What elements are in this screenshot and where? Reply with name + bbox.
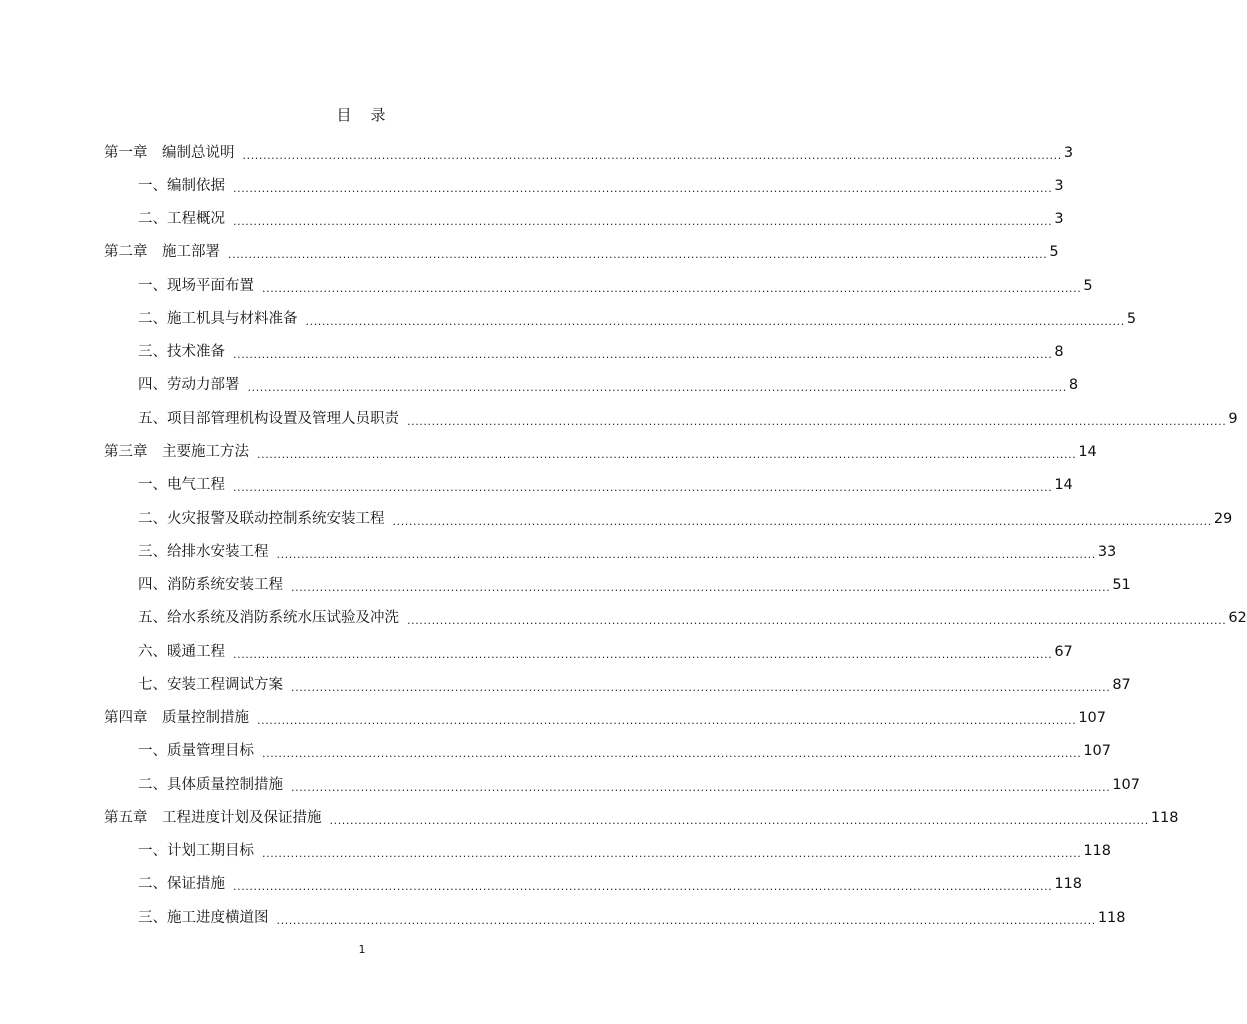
toc-dot-leader: ........................................................................................................................................................................................................	[276, 547, 1096, 561]
toc-entry-page-number: 3	[1054, 177, 1064, 194]
toc-entry-page-number: 3	[1063, 144, 1074, 161]
toc-chapter-entry[interactable]	[0, 801, 1179, 834]
toc-dot-leader: ........................................................................................................................................................................................................	[262, 281, 1082, 295]
toc-dot-leader: ........................................................................................................................................................................................................	[329, 813, 1149, 827]
toc-dot-leader: ........................................................................................................................................................................................................	[262, 747, 1082, 761]
toc-dot-leader: ........................................................................................................................................................................................................	[276, 913, 1096, 927]
toc-chapter-entry[interactable]	[0, 136, 1074, 169]
toc-section-entry[interactable]	[0, 502, 1233, 535]
toc-section-entry[interactable]	[0, 735, 1112, 768]
toc-section-entry[interactable]	[0, 835, 1112, 868]
toc-section-entry[interactable]	[0, 535, 1117, 568]
toc-dot-leader: ........................................................................................................................................................................................................	[291, 780, 1111, 794]
toc-entry-page-number: 9	[1228, 410, 1238, 427]
toc-section-entry[interactable]	[0, 901, 1126, 934]
toc-dot-leader: ........................................................................................................................................................................................................	[233, 481, 1053, 495]
toc-entry-page-number: 51	[1112, 577, 1131, 594]
toc-section-entry[interactable]	[0, 269, 1093, 302]
toc-entry-label: 一、编制依据	[138, 177, 225, 194]
toc-entry-label: 第一章 编制总说明	[104, 144, 235, 161]
toc-section-entry[interactable]	[0, 203, 1064, 236]
toc-entry-page-number: 107	[1078, 710, 1107, 727]
toc-entry-page-number: 8	[1054, 344, 1064, 361]
toc-dot-leader: ........................................................................................................................................................................................................	[233, 215, 1053, 229]
toc-entry-label: 二、火灾报警及联动控制系统安装工程	[138, 510, 385, 527]
toc-dot-leader: ........................................................................................................................................................................................................	[407, 614, 1227, 628]
toc-entry-page-number: 107	[1083, 743, 1112, 760]
toc-entry-page-number: 14	[1078, 444, 1097, 461]
toc-entry-page-number: 14	[1054, 477, 1073, 494]
toc-entry-label: 三、给排水安装工程	[138, 543, 269, 560]
toc-entry-label: 二、具体质量控制措施	[138, 776, 283, 793]
page-number: 1	[358, 943, 366, 956]
toc-section-entry[interactable]	[0, 302, 1137, 335]
toc-dot-leader: ........................................................................................................................................................................................................	[291, 581, 1111, 595]
toc-entry-label: 二、工程概况	[138, 211, 225, 228]
toc-entry-label: 第五章 工程进度计划及保证措施	[104, 809, 322, 826]
toc-dot-leader: ........................................................................................................................................................................................................	[392, 514, 1212, 528]
toc-dot-leader: ........................................................................................................................................................................................................	[257, 714, 1077, 728]
toc-entry-label: 第三章 主要施工方法	[104, 444, 249, 461]
toc-section-entry[interactable]	[0, 602, 1247, 635]
toc-dot-leader: ........................................................................................................................................................................................................	[233, 880, 1053, 894]
toc-entry-page-number: 5	[1049, 244, 1059, 261]
toc-entry-page-number: 118	[1054, 876, 1083, 893]
toc-title: 目 录	[336, 106, 388, 124]
toc-entry-label: 二、保证措施	[138, 876, 225, 893]
toc-entry-page-number: 118	[1083, 843, 1112, 860]
toc-entry-label: 一、计划工期目标	[138, 843, 254, 860]
toc-section-entry[interactable]	[0, 169, 1064, 202]
toc-entry-label: 四、劳动力部署	[138, 377, 240, 394]
toc-entry-label: 一、现场平面布置	[138, 277, 254, 294]
toc-section-entry[interactable]	[0, 568, 1131, 601]
toc-entry-page-number: 118	[1150, 809, 1179, 826]
toc-entry-page-number: 33	[1097, 543, 1117, 560]
toc-entry-page-number: 8	[1068, 377, 1079, 394]
toc-entry-label: 第四章 质量控制措施	[104, 710, 249, 727]
toc-entry-label: 三、技术准备	[138, 344, 225, 361]
toc-entry-label: 五、给水系统及消防系统水压试验及冲洗	[138, 610, 399, 627]
toc-section-entry[interactable]	[0, 469, 1073, 502]
toc-entry-label: 二、施工机具与材料准备	[138, 310, 298, 327]
toc-chapter-entry[interactable]	[0, 435, 1097, 468]
toc-entry-page-number: 29	[1213, 510, 1233, 527]
toc-dot-leader: ........................................................................................................................................................................................................	[262, 847, 1082, 861]
toc-dot-leader: ........................................................................................................................................................................................................	[228, 248, 1048, 262]
toc-entry-label: 第二章 施工部署	[104, 244, 220, 261]
toc-dot-leader: ........................................................................................................................................................................................................	[233, 348, 1053, 362]
toc-entry-page-number: 3	[1054, 211, 1064, 228]
toc-dot-leader: ........................................................................................................................................................................................................	[233, 181, 1053, 195]
toc-entry-page-number: 62	[1228, 610, 1247, 627]
toc-entry-page-number: 87	[1112, 676, 1131, 693]
toc-dot-leader: ........................................................................................................................................................................................................	[242, 148, 1062, 162]
toc-entry-page-number: 118	[1097, 909, 1126, 926]
toc-section-entry[interactable]	[0, 336, 1064, 369]
toc-entry-label: 三、施工进度横道图	[138, 909, 269, 926]
toc-section-entry[interactable]	[0, 402, 1238, 435]
toc-dot-leader: ........................................................................................................................................................................................................	[291, 680, 1111, 694]
toc-dot-leader: ........................................................................................................................................................................................................	[257, 448, 1077, 462]
toc-section-entry[interactable]	[0, 369, 1079, 402]
toc-entry-label: 六、暖通工程	[138, 643, 225, 660]
toc-entry-page-number: 5	[1083, 277, 1093, 294]
toc-chapter-entry[interactable]	[0, 702, 1107, 735]
toc-entry-label: 五、项目部管理机构设置及管理人员职责	[138, 410, 399, 427]
toc-entry-label: 四、消防系统安装工程	[138, 577, 283, 594]
toc-dot-leader: ........................................................................................................................................................................................................	[407, 414, 1227, 428]
toc-entry-page-number: 107	[1112, 776, 1141, 793]
toc-section-entry[interactable]	[0, 668, 1131, 701]
toc-dot-leader: ........................................................................................................................................................................................................	[305, 314, 1125, 328]
toc-section-entry[interactable]	[0, 868, 1083, 901]
toc-entry-label: 一、质量管理目标	[138, 743, 254, 760]
toc-entry-page-number: 5	[1126, 310, 1137, 327]
toc-dot-leader: ........................................................................................................................................................................................................	[247, 381, 1067, 395]
toc-section-entry[interactable]	[0, 768, 1141, 801]
toc-entry-label: 七、安装工程调试方案	[138, 676, 283, 693]
toc-chapter-entry[interactable]	[0, 236, 1059, 269]
table-of-contents	[0, 136, 1247, 934]
toc-dot-leader: ........................................................................................................................................................................................................	[233, 647, 1053, 661]
toc-entry-page-number: 67	[1054, 643, 1073, 660]
toc-section-entry[interactable]	[0, 635, 1073, 668]
toc-entry-label: 一、电气工程	[138, 477, 225, 494]
